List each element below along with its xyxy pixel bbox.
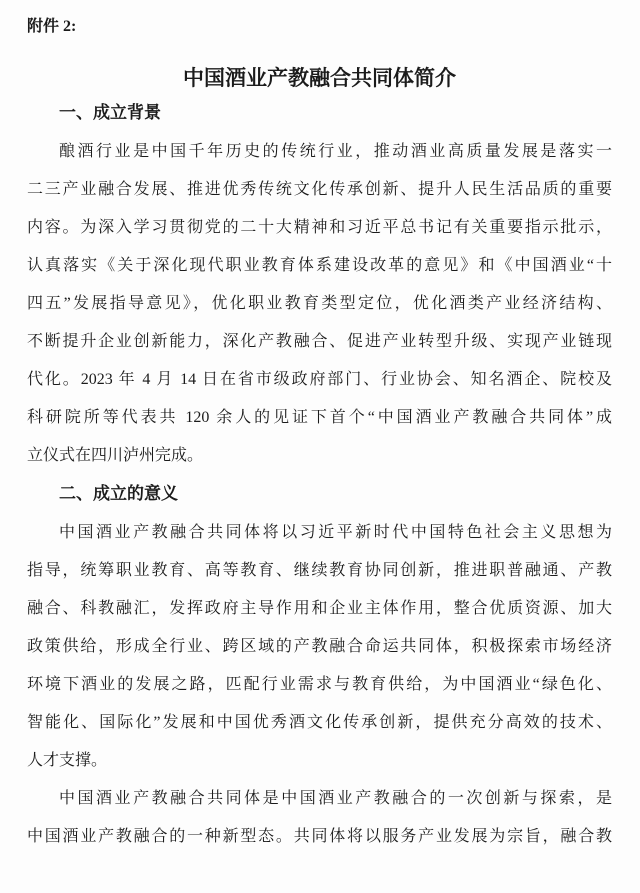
text-line: 融合、科教融汇，发挥政府主导作用和企业主体作用，整合优质资源、加大	[27, 600, 612, 617]
paragraph	[27, 780, 612, 856]
text-line: 代化。2023 年 4 月 14 日在省市级政府部门、行业协会、知名酒企、院校及	[27, 371, 612, 388]
document-body	[27, 102, 612, 856]
text-line: 科研院所等代表共 120 余人的见证下首个“中国酒业产教融合共同体”成	[27, 409, 612, 426]
text-line: 中国酒业产教融合共同体将以习近平新时代中国特色社会主义思想为	[59, 524, 612, 541]
document-title: 中国酒业产教融合共同体简介	[183, 66, 456, 90]
text-line: 二三产业融合发展、推进优秀传统文化传承创新、提升人民生活品质的重要	[27, 181, 612, 198]
text-line: 立仪式在四川泸州完成。	[27, 447, 204, 464]
text-line: 中国酒业产教融合共同体是中国酒业产教融合的一次创新与探索，是	[59, 790, 612, 807]
text-line: 酿酒行业是中国千年历史的传统行业，推动酒业高质量发展是落实一	[59, 143, 612, 160]
section-heading: 一、成立背景	[59, 103, 161, 122]
text-line: 人才支撑。	[27, 752, 108, 769]
section-heading: 二、成立的意义	[59, 484, 178, 503]
text-line: 认真落实《关于深化现代职业教育体系建设改革的意见》和《中国酒业“十	[27, 257, 612, 274]
paragraph	[27, 133, 612, 475]
section	[27, 102, 612, 475]
text-line: 环境下酒业的发展之路，匹配行业需求与教育供给，为中国酒业“绿色化、	[27, 676, 612, 693]
paragraph	[27, 514, 612, 780]
text-line: 不断提升企业创新能力，深化产教融合、促进产业转型升级、实现产业链现	[27, 333, 612, 350]
attachment-label: 附件 2:	[27, 18, 77, 35]
text-line: 四五”发展指导意见》，优化职业教育类型定位，优化酒类产业经济结构、	[27, 295, 612, 312]
text-line: 政策供给，形成全行业、跨区域的产教融合命运共同体，积极探索市场经济	[27, 638, 612, 655]
text-line: 中国酒业产教融合的一种新型态。共同体将以服务产业发展为宗旨，融合教	[27, 828, 612, 845]
section	[27, 483, 612, 856]
text-line: 智能化、国际化”发展和中国优秀酒文化传承创新，提供充分高效的技术、	[27, 714, 612, 731]
text-line: 指导，统筹职业教育、高等教育、继续教育协同创新，推进职普融通、产教	[27, 562, 612, 579]
text-line: 内容。为深入学习贯彻党的二十大精神和习近平总书记有关重要指示批示，	[27, 219, 612, 236]
